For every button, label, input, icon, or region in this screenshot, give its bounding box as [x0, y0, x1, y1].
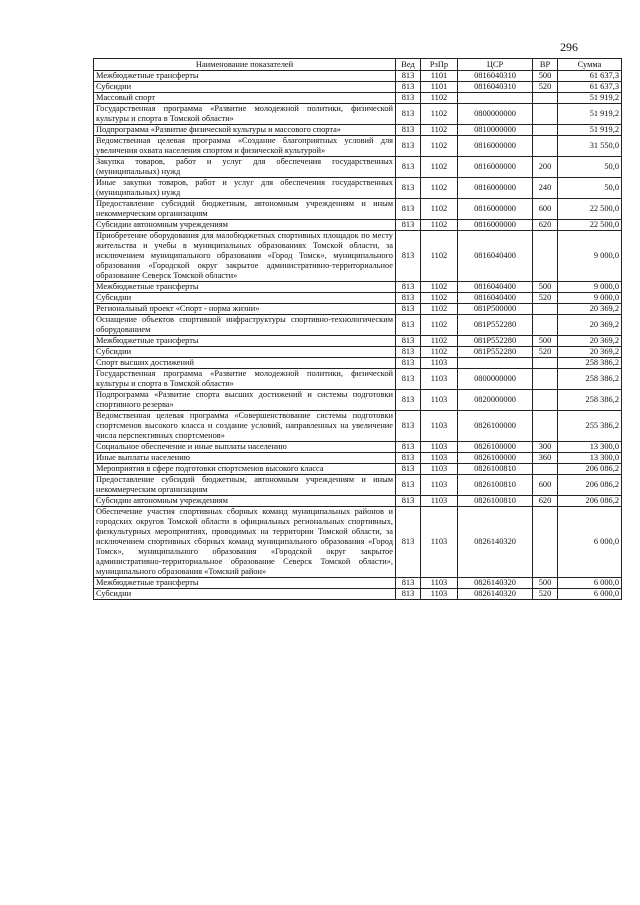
row-vr-cell: 360 [533, 453, 558, 464]
row-sum-cell: 13 300,0 [558, 442, 622, 453]
row-sum-cell: 258 386,2 [558, 358, 622, 369]
row-name-cell: Мероприятия в сфере подготовки спортсменов высокого класса [94, 464, 396, 475]
row-vr-cell [533, 464, 558, 475]
row-ved-cell: 813 [396, 282, 421, 293]
row-ved-cell: 813 [396, 125, 421, 136]
row-vr-cell [533, 231, 558, 282]
page-number: 296 [560, 40, 578, 54]
table-row [94, 390, 622, 411]
row-name-cell: Межбюджетные трансферты [94, 336, 396, 347]
row-sum-cell: 13 300,0 [558, 453, 622, 464]
row-sum-cell: 50,0 [558, 178, 622, 199]
table-row [94, 199, 622, 220]
row-rzpr-cell: 1103 [421, 453, 458, 464]
row-ved-cell: 813 [396, 199, 421, 220]
row-name-cell: Субсидии [94, 347, 396, 358]
row-ved-cell: 813 [396, 231, 421, 282]
row-ved-cell: 813 [396, 358, 421, 369]
row-sum-cell: 31 550,0 [558, 136, 622, 157]
row-vr-cell [533, 304, 558, 315]
table-row [94, 496, 622, 507]
row-rzpr-cell: 1102 [421, 178, 458, 199]
row-vr-cell: 200 [533, 157, 558, 178]
row-vr-cell: 520 [533, 589, 558, 600]
header-csr: ЦСР [458, 59, 533, 71]
header-ved: Вед [396, 59, 421, 71]
row-vr-cell [533, 125, 558, 136]
row-csr-cell [458, 358, 533, 369]
row-vr-cell: 620 [533, 220, 558, 231]
row-ved-cell: 813 [396, 104, 421, 125]
header-sum: Сумма [558, 59, 622, 71]
row-ved-cell: 813 [396, 390, 421, 411]
table-row [94, 453, 622, 464]
row-rzpr-cell: 1103 [421, 507, 458, 578]
row-sum-cell: 6 000,0 [558, 507, 622, 578]
table-header-row [94, 59, 622, 71]
table-row [94, 178, 622, 199]
row-sum-cell: 50,0 [558, 157, 622, 178]
table-row [94, 293, 622, 304]
row-vr-cell [533, 136, 558, 157]
row-name-cell: Иные выплаты населению [94, 453, 396, 464]
row-rzpr-cell: 1103 [421, 390, 458, 411]
row-name-cell: Закупка товаров, работ и услуг для обеспечения государственных (муниципальных) нужд [94, 157, 396, 178]
row-ved-cell: 813 [396, 93, 421, 104]
row-csr-cell: 0816040400 [458, 282, 533, 293]
table-row [94, 157, 622, 178]
header-name: Наименование показателей [94, 59, 396, 71]
row-rzpr-cell: 1102 [421, 220, 458, 231]
row-name-cell: Подпрограмма «Развитие физической культуры и массового спорта» [94, 125, 396, 136]
row-ved-cell: 813 [396, 136, 421, 157]
row-name-cell: Субсидии автономным учреждениям [94, 220, 396, 231]
row-rzpr-cell: 1102 [421, 136, 458, 157]
table-row [94, 411, 622, 442]
row-name-cell: Спорт высших достижений [94, 358, 396, 369]
row-rzpr-cell: 1102 [421, 282, 458, 293]
row-rzpr-cell: 1102 [421, 336, 458, 347]
row-sum-cell: 9 000,0 [558, 293, 622, 304]
row-vr-cell: 500 [533, 336, 558, 347]
row-csr-cell: 0816000000 [458, 136, 533, 157]
row-csr-cell: 081P552280 [458, 315, 533, 336]
row-rzpr-cell: 1103 [421, 358, 458, 369]
row-csr-cell: 0820000000 [458, 390, 533, 411]
header-vr: ВР [533, 59, 558, 71]
table-row [94, 231, 622, 282]
row-csr-cell: 0816040310 [458, 82, 533, 93]
row-csr-cell [458, 93, 533, 104]
row-vr-cell: 300 [533, 442, 558, 453]
row-rzpr-cell: 1102 [421, 104, 458, 125]
table-row [94, 82, 622, 93]
row-vr-cell [533, 104, 558, 125]
table-row [94, 589, 622, 600]
row-csr-cell: 0816000000 [458, 157, 533, 178]
row-csr-cell: 0816000000 [458, 178, 533, 199]
table-row [94, 136, 622, 157]
table-row [94, 507, 622, 578]
row-csr-cell: 0826100810 [458, 496, 533, 507]
row-csr-cell: 0826140320 [458, 578, 533, 589]
table-row [94, 104, 622, 125]
row-name-cell: Межбюджетные трансферты [94, 282, 396, 293]
row-vr-cell: 520 [533, 293, 558, 304]
row-vr-cell: 600 [533, 475, 558, 496]
header-rzpr: РзПр [421, 59, 458, 71]
table-row [94, 315, 622, 336]
row-ved-cell: 813 [396, 464, 421, 475]
row-rzpr-cell: 1102 [421, 231, 458, 282]
row-csr-cell: 0826100000 [458, 442, 533, 453]
row-csr-cell: 0800000000 [458, 369, 533, 390]
row-csr-cell: 081P500000 [458, 304, 533, 315]
row-sum-cell: 20 369,2 [558, 315, 622, 336]
row-ved-cell: 813 [396, 82, 421, 93]
row-ved-cell: 813 [396, 220, 421, 231]
row-name-cell: Приобретение оборудования для малобюджетных спортивных площадок по месту жительства и учебы в муниципальных образованиях Томской области, за исключением муниципального образования «Город Томск», муниципального образования «Городской округ закрытое административно-территориальное образование Северск Томской области» [94, 231, 396, 282]
row-rzpr-cell: 1103 [421, 475, 458, 496]
row-rzpr-cell: 1103 [421, 442, 458, 453]
row-rzpr-cell: 1102 [421, 347, 458, 358]
row-sum-cell: 51 919,2 [558, 93, 622, 104]
row-name-cell: Социальное обеспечение и иные выплаты населению [94, 442, 396, 453]
row-sum-cell: 22 500,0 [558, 199, 622, 220]
table-row [94, 347, 622, 358]
row-ved-cell: 813 [396, 589, 421, 600]
row-csr-cell: 0816000000 [458, 199, 533, 220]
row-sum-cell: 6 000,0 [558, 578, 622, 589]
row-ved-cell: 813 [396, 453, 421, 464]
table-row [94, 578, 622, 589]
row-vr-cell: 500 [533, 282, 558, 293]
row-rzpr-cell: 1102 [421, 199, 458, 220]
row-sum-cell: 206 086,2 [558, 475, 622, 496]
table-row [94, 464, 622, 475]
row-name-cell: Межбюджетные трансферты [94, 71, 396, 82]
row-name-cell: Ведомственная целевая программа «Создание благоприятных условий для увеличения охвата населения спортом и физической культурой» [94, 136, 396, 157]
row-ved-cell: 813 [396, 336, 421, 347]
row-csr-cell: 0826100810 [458, 475, 533, 496]
row-vr-cell [533, 93, 558, 104]
row-sum-cell: 258 386,2 [558, 369, 622, 390]
table-row [94, 475, 622, 496]
row-csr-cell: 0816040310 [458, 71, 533, 82]
row-name-cell: Иные закупки товаров, работ и услуг для обеспечения государственных (муниципальных) нужд [94, 178, 396, 199]
table-row [94, 442, 622, 453]
row-rzpr-cell: 1102 [421, 315, 458, 336]
row-ved-cell: 813 [396, 178, 421, 199]
row-csr-cell: 0826140320 [458, 589, 533, 600]
row-ved-cell: 813 [396, 411, 421, 442]
row-name-cell: Предоставление субсидий бюджетным, автономным учреждениям и иным некоммерческим организациям [94, 199, 396, 220]
row-name-cell: Региональный проект «Спорт - норма жизни» [94, 304, 396, 315]
row-ved-cell: 813 [396, 293, 421, 304]
row-name-cell: Обеспечение участия спортивных сборных команд муниципальных районов и городских округов Томской области в официальных региональных спортивных, физкультурных мероприятиях, проводимых на территории Томской области, за исключением спортивных сборных команд муниципального образования «Город Томск», муниципального образования «Городской округ закрытое административно-территориальное образование Северск Томской области», муниципального образования «Томский район» [94, 507, 396, 578]
row-rzpr-cell: 1103 [421, 369, 458, 390]
table-row [94, 282, 622, 293]
row-ved-cell: 813 [396, 475, 421, 496]
row-name-cell: Предоставление субсидий бюджетным, автономным учреждениям и иным некоммерческим организациям [94, 475, 396, 496]
row-rzpr-cell: 1103 [421, 496, 458, 507]
row-csr-cell: 081P552280 [458, 347, 533, 358]
table-row [94, 336, 622, 347]
row-sum-cell: 6 000,0 [558, 589, 622, 600]
row-sum-cell: 20 369,2 [558, 304, 622, 315]
row-ved-cell: 813 [396, 71, 421, 82]
row-csr-cell: 0826100000 [458, 411, 533, 442]
row-vr-cell: 500 [533, 71, 558, 82]
row-vr-cell: 620 [533, 496, 558, 507]
row-csr-cell: 0800000000 [458, 104, 533, 125]
row-rzpr-cell: 1101 [421, 82, 458, 93]
table-row [94, 369, 622, 390]
row-vr-cell: 240 [533, 178, 558, 199]
row-sum-cell: 258 386,2 [558, 390, 622, 411]
row-rzpr-cell: 1103 [421, 464, 458, 475]
row-name-cell: Подпрограмма «Развитие спорта высших достижений и системы подготовки спортивного резерва» [94, 390, 396, 411]
row-vr-cell: 500 [533, 578, 558, 589]
row-vr-cell: 520 [533, 347, 558, 358]
row-name-cell: Государственная программа «Развитие молодежной политики, физической культуры и спорта в Томской области» [94, 369, 396, 390]
row-sum-cell: 9 000,0 [558, 282, 622, 293]
row-csr-cell: 0816040400 [458, 231, 533, 282]
row-csr-cell: 0826140320 [458, 507, 533, 578]
row-sum-cell: 51 919,2 [558, 125, 622, 136]
row-vr-cell [533, 315, 558, 336]
row-csr-cell: 0826100810 [458, 464, 533, 475]
row-name-cell: Субсидии автономным учреждениям [94, 496, 396, 507]
row-rzpr-cell: 1102 [421, 157, 458, 178]
row-rzpr-cell: 1103 [421, 589, 458, 600]
row-csr-cell: 0816000000 [458, 220, 533, 231]
row-vr-cell [533, 507, 558, 578]
row-name-cell: Субсидии [94, 82, 396, 93]
budget-table [93, 58, 622, 600]
row-vr-cell [533, 390, 558, 411]
row-rzpr-cell: 1103 [421, 411, 458, 442]
row-sum-cell: 255 386,2 [558, 411, 622, 442]
row-ved-cell: 813 [396, 347, 421, 358]
row-csr-cell: 0826100000 [458, 453, 533, 464]
row-name-cell: Оснащение объектов спортивной инфраструктуры спортивно-технологическим оборудованием [94, 315, 396, 336]
row-rzpr-cell: 1102 [421, 304, 458, 315]
table-row [94, 71, 622, 82]
row-sum-cell: 61 637,3 [558, 71, 622, 82]
table-body [94, 71, 622, 600]
row-rzpr-cell: 1103 [421, 578, 458, 589]
row-sum-cell: 51 919,2 [558, 104, 622, 125]
row-ved-cell: 813 [396, 157, 421, 178]
row-sum-cell: 206 086,2 [558, 496, 622, 507]
row-rzpr-cell: 1102 [421, 93, 458, 104]
row-ved-cell: 813 [396, 496, 421, 507]
row-ved-cell: 813 [396, 315, 421, 336]
row-ved-cell: 813 [396, 442, 421, 453]
row-sum-cell: 22 500,0 [558, 220, 622, 231]
row-vr-cell [533, 369, 558, 390]
row-sum-cell: 20 369,2 [558, 336, 622, 347]
row-name-cell: Субсидии [94, 293, 396, 304]
row-vr-cell: 600 [533, 199, 558, 220]
row-name-cell: Межбюджетные трансферты [94, 578, 396, 589]
row-sum-cell: 61 637,3 [558, 82, 622, 93]
row-vr-cell [533, 411, 558, 442]
row-rzpr-cell: 1102 [421, 125, 458, 136]
row-ved-cell: 813 [396, 578, 421, 589]
row-ved-cell: 813 [396, 304, 421, 315]
table-row [94, 358, 622, 369]
row-sum-cell: 9 000,0 [558, 231, 622, 282]
table-row [94, 220, 622, 231]
row-rzpr-cell: 1102 [421, 293, 458, 304]
row-name-cell: Субсидии [94, 589, 396, 600]
row-vr-cell: 520 [533, 82, 558, 93]
row-ved-cell: 813 [396, 369, 421, 390]
row-rzpr-cell: 1101 [421, 71, 458, 82]
row-name-cell: Государственная программа «Развитие молодежной политики, физической культуры и спорта в Томской области» [94, 104, 396, 125]
row-csr-cell: 081P552280 [458, 336, 533, 347]
row-name-cell: Ведомственная целевая программа «Совершенствование системы подготовки спортсменов высокого класса и создание условий, направленных на увеличение числа перспективных спортсменов» [94, 411, 396, 442]
row-csr-cell: 0810000000 [458, 125, 533, 136]
row-csr-cell: 0816040400 [458, 293, 533, 304]
row-sum-cell: 206 086,2 [558, 464, 622, 475]
table-row [94, 93, 622, 104]
row-ved-cell: 813 [396, 507, 421, 578]
row-vr-cell [533, 358, 558, 369]
table-row [94, 125, 622, 136]
row-sum-cell: 20 369,2 [558, 347, 622, 358]
table-row [94, 304, 622, 315]
row-name-cell: Массовый спорт [94, 93, 396, 104]
